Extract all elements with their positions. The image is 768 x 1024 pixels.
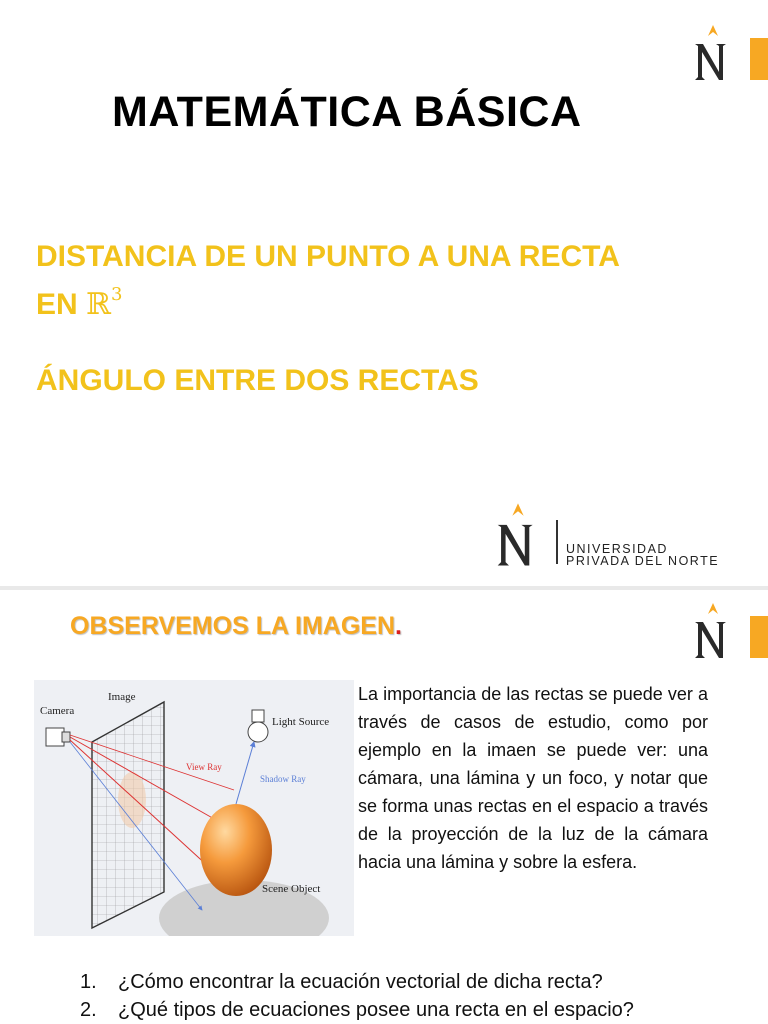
figure-label-camera: Camera [40, 705, 75, 717]
section-heading-text: OBSERVEMOS LA IMAGEN [70, 612, 396, 640]
logo-separator [556, 520, 558, 564]
ray-tracing-figure [34, 680, 354, 936]
subtitle-angle: ÁNGULO ENTRE DOS RECTAS [36, 364, 479, 397]
university-line2: PRIVADA DEL NORTE [566, 554, 720, 568]
list-item [80, 968, 634, 996]
question-text: ¿Qué tipos de ecuaciones posee una recta en el espacio? [118, 999, 634, 1021]
question-text: ¿Cómo encontrar la ecuación vectorial de dicha recta? [118, 971, 603, 993]
subtitle-line1: DISTANCIA DE UN PUNTO A UNA RECTA [36, 240, 620, 273]
questions-list [80, 968, 634, 1024]
subtitle-distance [36, 238, 620, 324]
figure-label-scene-object: Scene Object [262, 883, 321, 895]
section-heading [70, 612, 402, 641]
figure-label-shadow-ray: Shadow Ray [260, 774, 306, 784]
university-line1: UNIVERSIDAD [566, 542, 668, 556]
subtitle-line2-prefix: EN [36, 288, 78, 321]
university-name [566, 543, 719, 567]
list-item [80, 996, 634, 1024]
question-number: 1. [80, 971, 97, 993]
upn-n-logo-icon [690, 22, 736, 84]
explanation-paragraph: La importancia de las rectas se puede ver a través de casos de estudio, como por ejemplo en la imaen se puede ver: una cámara, una lámina y un foco, y notar que se forma unas rectas en el espacio a través de la proyección de la luz de la cámara hacia una lámina y sobre la esfera. [358, 684, 708, 872]
university-logo-icon [488, 500, 548, 570]
content-slide [0, 590, 768, 1024]
question-number: 2. [80, 999, 97, 1021]
slide-title: MATEMÁTICA BÁSICA [112, 88, 582, 136]
figure-label-view-ray: View Ray [186, 762, 222, 772]
figure-label-image: Image [108, 691, 136, 703]
orange-accent-bar [750, 38, 768, 80]
dimension-superscript: 3 [110, 284, 123, 305]
orange-accent-bar [750, 616, 768, 658]
upn-n-logo-icon [690, 600, 736, 662]
figure-label-light: Light Source [272, 716, 330, 728]
heading-dot: . [395, 612, 402, 640]
real-numbers-symbol: ℝ [86, 287, 111, 322]
